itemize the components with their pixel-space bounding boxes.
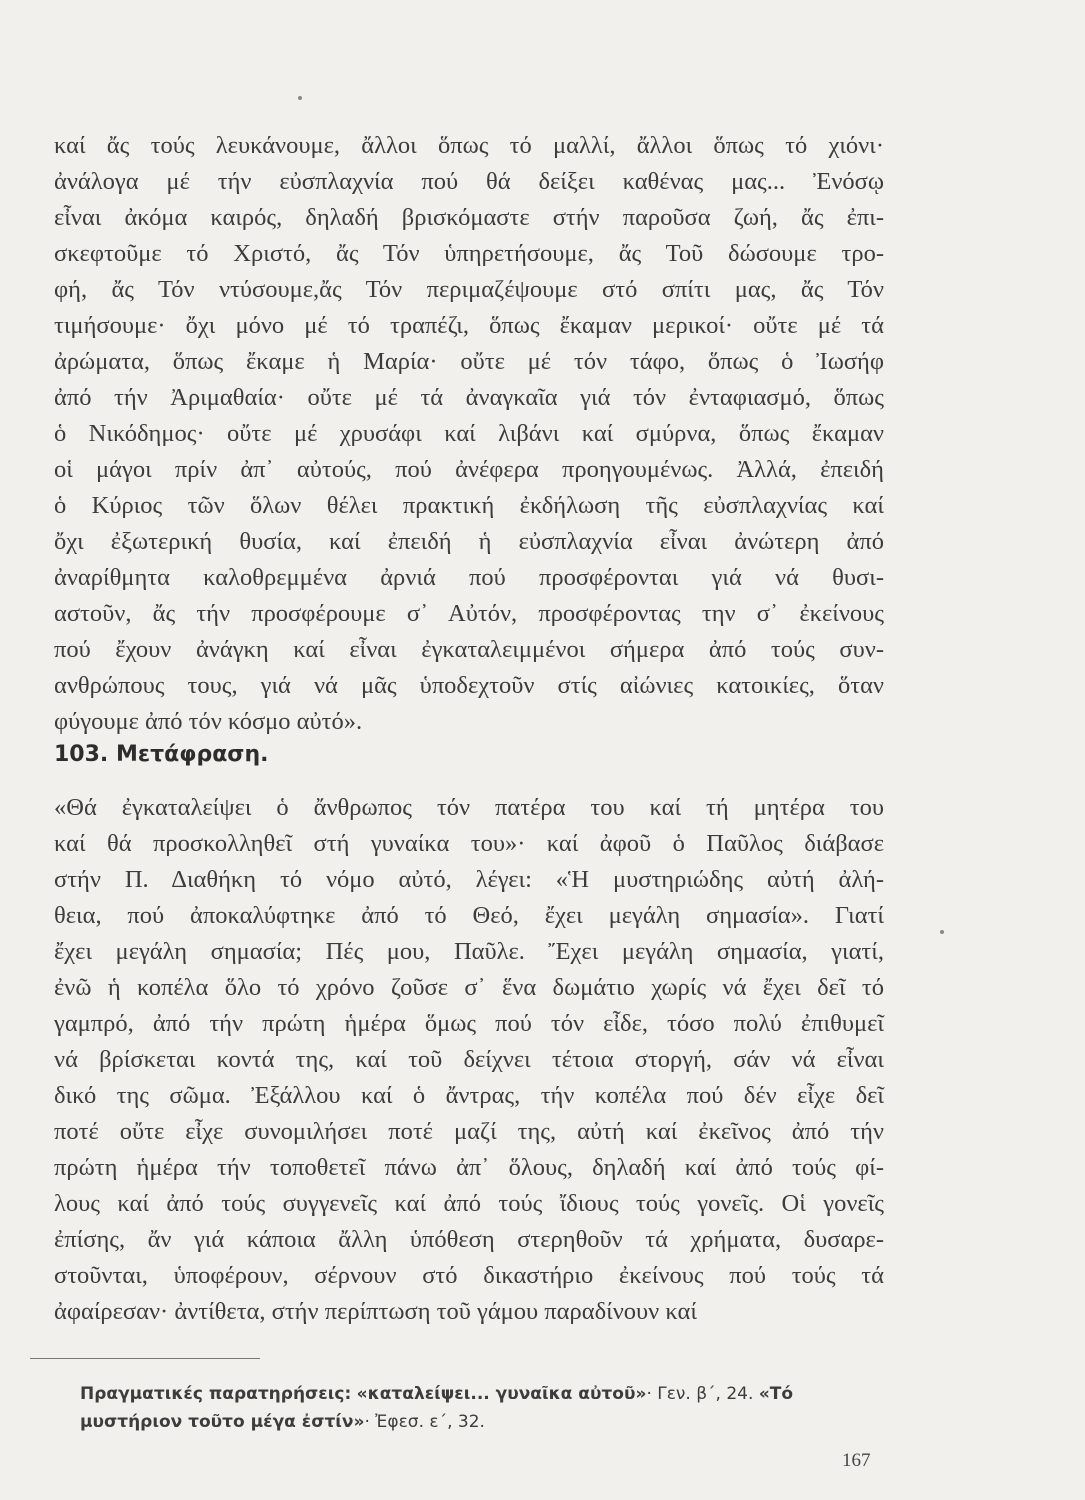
paragraph1-line: ἀπό τήν Ἀριμαθαία· οὔτε μέ τά ἀναγκαῖα γιά τόν ἐνταφιασμό, ὅπως	[54, 384, 884, 411]
section-heading: 103. Μετάφραση.	[54, 742, 269, 767]
paragraph2-line: καί θά προσκολληθεῖ στή γυναίκα του»· καί ἀφοῦ ὁ Παῦλος διάβασε	[54, 830, 884, 857]
paragraph1-line: ὁ Νικόδημος· οὔτε μέ χρυσάφι καί λιβάνι καί σμύρνα, ὅπως ἔκαμαν	[54, 420, 884, 447]
paragraph2-line: λους καί ἀπό τούς συγγενεῖς καί ἀπό τούς ἴδιους τούς γονεῖς. Οἱ γονεῖς	[54, 1190, 884, 1217]
paragraph1-line: φύγουμε ἀπό τόν κόσμο αὐτό».	[54, 708, 363, 735]
paragraph2-line: στοῦνται, ὑποφέρουν, σέρνουν στό δικαστήριο ἐκείνους πού τούς τά	[54, 1262, 884, 1289]
paragraph1-line: καί ἄς τούς λευκάνουμε, ἄλλοι ὅπως τό μαλλί, ἄλλοι ὅπως τό χιόνι·	[54, 132, 884, 159]
paragraph1-line: φή, ἄς Τόν ντύσουμε,ἄς Τόν περιμαζέψουμε στό σπίτι μας, ἄς Τόν	[54, 276, 884, 303]
paragraph2-line: ἀφαίρεσαν· ἀντίθετα, στήν περίπτωση τοῦ γάμου παραδίνουν καί	[54, 1298, 697, 1325]
paragraph1-line: αστοῦν, ἄς τήν προσφέρουμε σ᾿ Αὐτόν, προσφέροντας την σ᾿ ἐκείνους	[54, 600, 884, 627]
paragraph2-line: δικό της σῶμα. Ἐξάλλου καί ὁ ἄντρας, τήν κοπέλα πού δέν εἶχε δεῖ	[54, 1082, 884, 1109]
paragraph2-line: νά βρίσκεται κοντά της, καί τοῦ δείχνει τέτοια στοργή, σάν νά εἶναι	[54, 1046, 884, 1073]
footnote-label: Πραγματικές παρατηρήσεις:	[80, 1384, 352, 1404]
paragraph1-line: οἱ μάγοι πρίν ἀπ᾿ αὐτούς, πού ἀνέφερα προηγουμένως. Ἀλλά, ἐπειδή	[54, 456, 884, 483]
paragraph1-line: ὄχι ἐξωτερική θυσία, καί ἐπειδή ἡ εὐσπλαχνία εἶναι ἀνώτερη ἀπό	[54, 528, 884, 555]
paragraph1-line: ἀρώματα, ὅπως ἔκαμε ἡ Μαρία· οὔτε μέ τόν τάφο, ὅπως ὁ Ἰωσήφ	[54, 348, 884, 375]
paragraph1-line: πού ἔχουν ἀνάγκη καί εἶναι ἐγκαταλειμμένοι σήμερα ἀπό τούς συν-	[54, 636, 884, 663]
paragraph2-line: ἐνῶ ἡ κοπέλα ὅλο τό χρόνο ζοῦσε σ᾿ ἕνα δωμάτιο χωρίς νά ἔχει δεῖ τό	[54, 974, 884, 1001]
footnote-ref-1: · Γεν. β΄, 24.	[646, 1384, 754, 1404]
paper-speck	[940, 930, 944, 934]
footnote-ref-2: · Ἐφεσ. ε΄, 32.	[364, 1412, 485, 1432]
footnote	[80, 1380, 888, 1436]
paragraph2-line: ποτέ οὔτε εἶχε συνομιλήσει ποτέ μαζί της, αὐτή καί ἐκεῖνος ἀπό τήν	[54, 1118, 884, 1145]
paragraph2-line: γαμπρό, ἀπό τήν πρώτη ἡμέρα ὅμως πού τόν εἶδε, τόσο πολύ ἐπιθυμεῖ	[54, 1010, 884, 1037]
paragraph2-line: πρώτη ἡμέρα τήν τοποθετεῖ πάνω ἀπ᾿ ὅλους, δηλαδή καί ἀπό τούς φί-	[54, 1154, 884, 1181]
paragraph2-line: «Θά ἐγκαταλείψει ὁ ἄνθρωπος τόν πατέρα του καί τή μητέρα του	[54, 794, 884, 821]
paragraph1-line: τιμήσουμε· ὄχι μόνο μέ τό τραπέζι, ὅπως ἔκαμαν μερικοί· οὔτε μέ τά	[54, 312, 884, 339]
footnote-quote-1: «καταλείψει... γυναῖκα αὐτοῦ»	[356, 1384, 647, 1404]
paragraph1-line: ἀναρίθμητα καλοθρεμμένα ἀρνιά πού προσφέρονται γιά νά θυσι-	[54, 564, 884, 591]
paragraph1-line: σκεφτοῦμε τό Χριστό, ἄς Τόν ὑπηρετήσουμε, ἄς Τοῦ δώσουμε τρο-	[54, 240, 884, 267]
paragraph2-line: στήν Π. Διαθήκη τό νόμο αὐτό, λέγει: «Ἡ μυστηριώδης αὐτή ἀλή-	[54, 866, 884, 893]
page-number: 167	[842, 1450, 871, 1471]
paragraph1-line: ὁ Κύριος τῶν ὅλων θέλει πρακτική ἐκδήλωση τῆς εὐσπλαχνίας καί	[54, 492, 884, 519]
footnote-quote-2: «Τό μυστήριον τοῦτο μέγα ἐστίν»	[80, 1384, 794, 1432]
paragraph2-line: ἔχει μεγάλη σημασία; Πές μου, Παῦλε. Ἔχει μεγάλη σημασία, γιατί,	[54, 938, 884, 965]
paragraph2-line: ἐπίσης, ἄν γιά κάποια ἄλλη ὑπόθεση στερηθοῦν τά χρήματα, δυσαρε-	[54, 1226, 884, 1253]
paragraph-translation	[54, 790, 884, 1330]
footnote-divider	[30, 1358, 260, 1359]
paragraph1-line: εἶναι ἀκόμα καιρός, δηλαδή βρισκόμαστε στήν παροῦσα ζωή, ἄς ἐπι-	[54, 204, 884, 231]
paragraph2-line: θεια, πού ἀποκαλύφτηκε ἀπό τό Θεό, ἔχει μεγάλη σημασία». Γιατί	[54, 902, 884, 929]
paragraph1-line: ἀνάλογα μέ τήν εὐσπλαχνία πού θά δείξει καθένας μας... Ἐνόσῳ	[54, 168, 884, 195]
paragraph-continued	[54, 128, 884, 740]
paper-speck	[298, 96, 302, 100]
paragraph1-line: ανθρώπους τους, γιά νά μᾶς ὑποδεχτοῦν στίς αἰώνιες κατοικίες, ὅταν	[54, 672, 884, 699]
